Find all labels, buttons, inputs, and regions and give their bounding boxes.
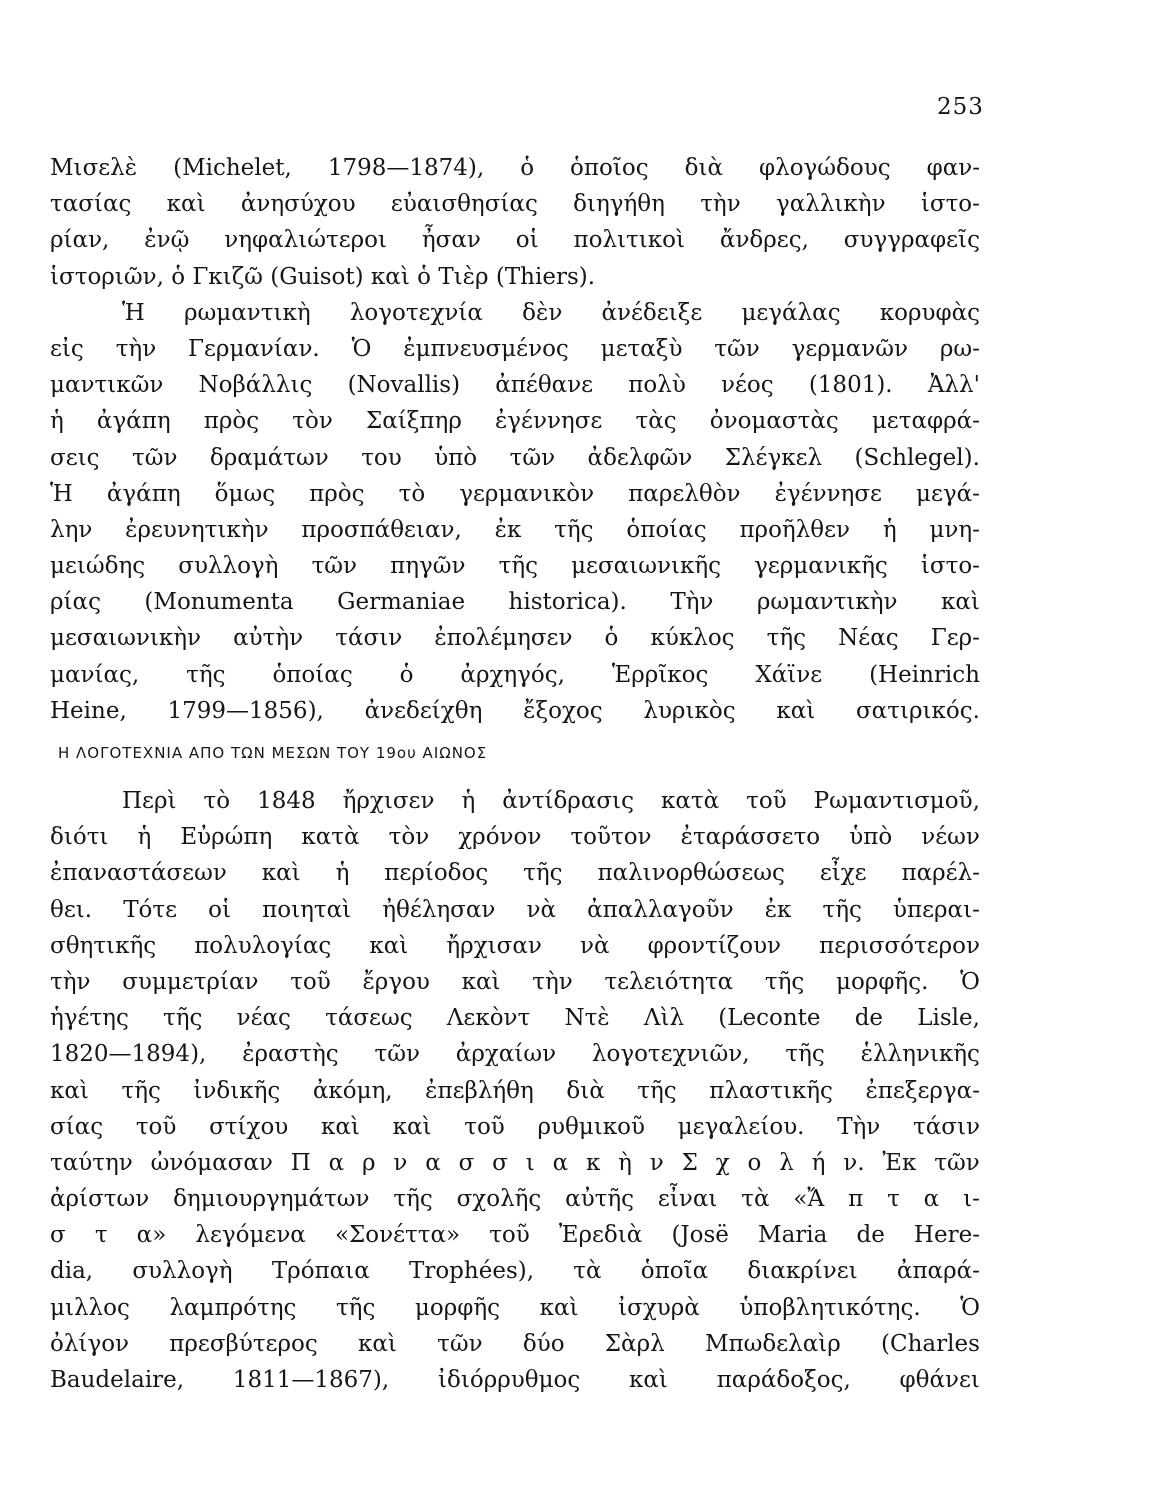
page-number: 253 — [937, 94, 984, 120]
text-line: τὴν συμμετρίαν τοῦ ἔργου καὶ τὴν τελειότητα τῆς μορφῆς. Ὁ — [50, 968, 980, 995]
text-line: ταύτην ὠνόμασαν Π α ρ ν α σ σ ι α κ ὴ ν Σ χ ο λ ή ν. Ἐκ τῶν — [50, 1149, 980, 1176]
text-line: ἡγέτης τῆς νέας τάσεως Λεκὸντ Ντὲ Λὶλ (Leconte de Lisle, — [50, 1005, 980, 1032]
text-line: σεις τῶν δραμάτων του ὑπὸ τῶν ἀδελφῶν Σλέγκελ (Schlegel). — [50, 444, 980, 471]
text-line: 1820—1894), ἐραστὴς τῶν ἀρχαίων λογοτεχνιῶν, τῆς ἑλληνικῆς — [50, 1041, 980, 1068]
text-line: σίας τοῦ στίχου καὶ καὶ τοῦ ρυθμικοῦ μεγαλείου. Τὴν τάσιν — [50, 1113, 980, 1140]
text-line: Μισελὲ (Michelet, 1798—1874), ὁ ὁποῖος διὰ φλογώδους φαν- — [50, 155, 980, 181]
text-line: θει. Τότε οἱ ποιηταὶ ἠθέλησαν νὰ ἀπαλλαγοῦν ἐκ τῆς ὑπεραι- — [50, 896, 980, 923]
text-line: ἱστοριῶν, ὁ Γκιζῶ (Guisot) καὶ ὁ Τιὲρ (Thiers). — [50, 263, 596, 290]
text-line: μανίας, τῆς ὁποίας ὁ ἀρχηγός, Ἑρρῖκος Χάϊνε (Heinrich — [50, 661, 980, 688]
text-line: ρίας (Monumenta Germaniae historica). Τὴν ρωμαντικὴν καὶ — [50, 589, 980, 616]
text-line: Ἡ ἀγάπη ὅμως πρὸς τὸ γερμανικὸν παρελθὸν ἐγέννησε μεγά- — [50, 480, 980, 507]
text-line: dia, συλλογὴ Τρόπαια Trophées), τὰ ὁποῖα διακρίνει ἀπαρά- — [50, 1258, 980, 1285]
text-line: μειώδης συλλογὴ τῶν πηγῶν τῆς μεσαιωνικῆς γερμανικῆς ἱστο- — [50, 553, 980, 580]
text-line: σθητικῆς πολυλογίας καὶ ἤρχισαν νὰ φροντίζουν περισσότερον — [50, 932, 980, 959]
text-line: καὶ τῆς ἰνδικῆς ἀκόμη, ἐπεβλήθη διὰ τῆς πλαστικῆς ἐπεξεργα- — [50, 1077, 980, 1104]
text-line: διότι ἡ Εὐρώπη κατὰ τὸν χρόνον τοῦτον ἐταράσσετο ὑπὸ νέων — [50, 824, 980, 851]
text-line: μαντικῶν Νοβάλλις (Novallis) ἀπέθανε πολὺ νέος (1801). Ἀλλ' — [50, 372, 980, 399]
text-line: ἡ ἀγάπη πρὸς τὸν Σαίξπηρ ἐγέννησε τὰς ὀνομαστὰς μεταφρά- — [50, 408, 980, 435]
text-line: ἀρίστων δημιουργημάτων τῆς σχολῆς αὐτῆς εἶναι τὰ «Ἄ π τ α ι- — [50, 1186, 980, 1213]
text-line: Heine, 1799—1856), ἀνεδείχθη ἔξοχος λυρικὸς καὶ σατιρικός. — [50, 697, 980, 724]
text-line: ρίαν, ἐνῷ νηφαλιώτεροι ἦσαν οἱ πολιτικοὶ ἄνδρες, συγγραφεῖς — [50, 227, 980, 254]
text-line: ἐπαναστάσεων καὶ ἡ περίοδος τῆς παλινορθώσεως εἶχε παρέλ- — [50, 860, 980, 887]
text-line: ὀλίγον πρεσβύτερος καὶ τῶν δύο Σὰρλ Μπωδελαὶρ (Charles — [50, 1330, 980, 1357]
text-line: Περὶ τὸ 1848 ἤρχισεν ἡ ἀντίδρασις κατὰ τοῦ Ρωμαντισμοῦ, — [122, 788, 980, 814]
text-line: Baudelaire, 1811—1867), ἰδιόρρυθμος καὶ παράδοξος, φθάνει — [50, 1367, 980, 1393]
paragraph-romanticism — [50, 150, 980, 729]
text-line: μεσαιωνικὴν αὐτὴν τάσιν ἐπολέμησεν ὁ κύκλος τῆς Νέας Γερ- — [50, 625, 980, 652]
paragraph-parnassian — [50, 783, 980, 1398]
section-heading: Η ΛΟΓΟΤΕΧΝΙΑ ΑΠΟ ΤΩΝ ΜΕΣΩΝ ΤΟΥ 19ου ΑΙΩΝΟΣ — [58, 744, 488, 762]
text-line: Ἡ ρωμαντικὴ λογοτεχνία δὲν ἀνέδειξε μεγάλας κορυφὰς — [122, 299, 980, 326]
text-line: τασίας καὶ ἀνησύχου εὐαισθησίας διηγήθη τὴν γαλλικὴν ἱστο- — [50, 191, 980, 218]
text-line: σ τ α» λεγόμενα «Σονέττα» τοῦ Ἐρεδιὰ (Josë Maria de Here- — [50, 1222, 980, 1249]
text-line: λην ἐρευνητικὴν προσπάθειαν, ἐκ τῆς ὁποίας προῆλθεν ἡ μνη- — [50, 516, 980, 543]
text-line: μιλλος λαμπρότης τῆς μορφῆς καὶ ἰσχυρὰ ὑποβλητικότης. Ὁ — [50, 1294, 980, 1321]
text-line: εἰς τὴν Γερμανίαν. Ὁ ἐμπνευσμένος μεταξὺ τῶν γερμανῶν ρω- — [50, 335, 980, 362]
